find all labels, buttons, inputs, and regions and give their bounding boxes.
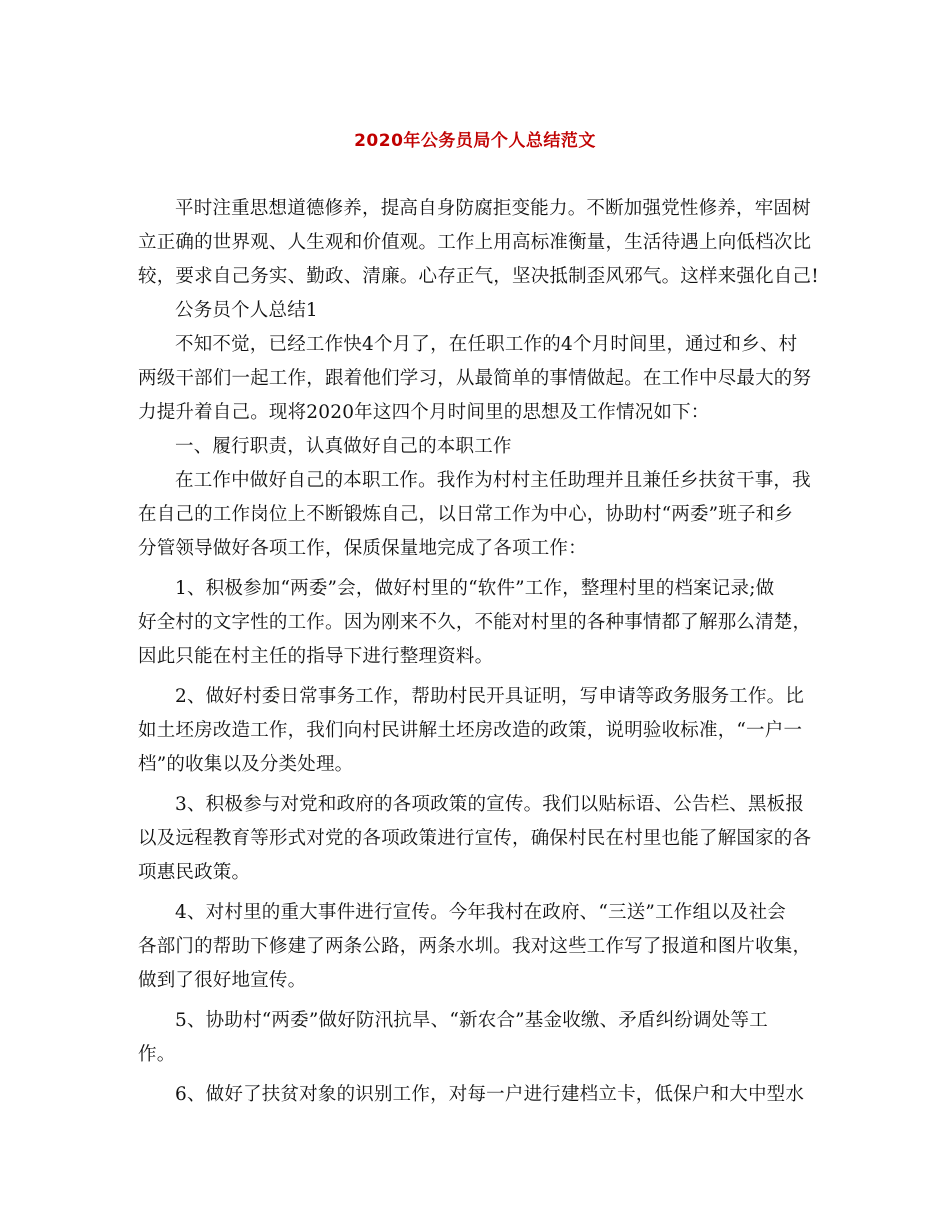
text-line: 作。 xyxy=(138,1044,176,1065)
text-line: 好全村的文字性的工作。因为刚来不久，不能对村里的各种事情都了解那么清楚， xyxy=(138,612,812,633)
text-line: 3、积极参与对党和政府的各项政策的宣传。我们以贴标语、公告栏、黑板报 xyxy=(175,794,805,815)
list-item-3 xyxy=(138,788,814,890)
paragraph-overview xyxy=(138,328,814,430)
text-line: 4、对村里的重大事件进行宣传。今年我村在政府、“三送”工作组以及社会 xyxy=(175,902,786,923)
section-heading xyxy=(138,294,814,328)
text-line: 平时注重思想道德修养，提高自身防腐拒变能力。不断加强党性修养，牢固树 xyxy=(175,198,811,219)
text-line: 1、积极参加“两委”会，做好村里的“软件”工作，整理村里的档案记录;做 xyxy=(175,578,775,599)
list-item-5 xyxy=(138,1004,814,1072)
document-body xyxy=(138,192,819,1112)
text-line: 档”的收集以及分类处理。 xyxy=(138,754,354,775)
text-line: 不知不觉，已经工作快4个月了，在任职工作的4个月时间里，通过和乡、村 xyxy=(175,334,798,355)
list-item-2 xyxy=(138,680,814,782)
text-line: 在自己的工作岗位上不断锻炼自己，以日常工作为中心，协助村“两委”班子和乡 xyxy=(138,504,794,525)
text-line: 公务员个人总结1 xyxy=(175,300,318,321)
text-line: 因此只能在村主任的指导下进行整理资料。 xyxy=(138,646,494,667)
paragraph-intro xyxy=(138,192,819,294)
text-line: 6、做好了扶贫对象的识别工作，对每一户进行建档立卡，低保户和大中型水 xyxy=(175,1084,805,1105)
list-item-6 xyxy=(138,1078,814,1112)
text-line: 各部门的帮助下修建了两条公路，两条水圳。我对这些工作写了报道和图片收集， xyxy=(138,936,812,957)
text-line: 做到了很好地宣传。 xyxy=(138,970,307,991)
list-item-1 xyxy=(138,572,814,674)
text-line: 2、做好村委日常事务工作，帮助村民开具证明，写申请等政务服务工作。比 xyxy=(175,686,805,707)
document-title: 2020年公务员局个人总结范文 xyxy=(354,131,596,151)
text-line: 如土坯房改造工作，我们向村民讲解土坯房改造的政策，说明验收标准，“一户一 xyxy=(138,720,803,741)
text-line: 5、协助村“两委”做好防汛抗旱、“新农合”基金收缴、矛盾纠纷调处等工 xyxy=(175,1010,768,1031)
text-line: 以及远程教育等形式对党的各项政策进行宣传，确保村民在村里也能了解国家的各 xyxy=(138,828,812,849)
subsection-heading xyxy=(138,430,814,464)
text-line: 在工作中做好自己的本职工作。我作为村村主任助理并且兼任乡扶贫干事，我 xyxy=(175,470,811,491)
text-line: 力提升着自己。现将2020年这四个月时间里的思想及工作情况如下： xyxy=(138,402,710,423)
text-line: 分管领导做好各项工作，保质保量地完成了各项工作： xyxy=(138,538,587,559)
text-line: 一、履行职责，认真做好自己的本职工作 xyxy=(175,436,512,457)
text-line: 立正确的世界观、人生观和价值观。工作上用高标准衡量，生活待遇上向低档次比 xyxy=(138,232,812,253)
text-line: 项惠民政策。 xyxy=(138,862,251,883)
text-line: 两级干部们一起工作，跟着他们学习，从最简单的事情做起。在工作中尽最大的努 xyxy=(138,368,812,389)
text-line: 较，要求自己务实、勤政、清廉。心存正气，坚决抵制歪风邪气。这样来强化自己! xyxy=(138,266,819,287)
paragraph-duties xyxy=(138,464,814,566)
list-item-4 xyxy=(138,896,814,998)
